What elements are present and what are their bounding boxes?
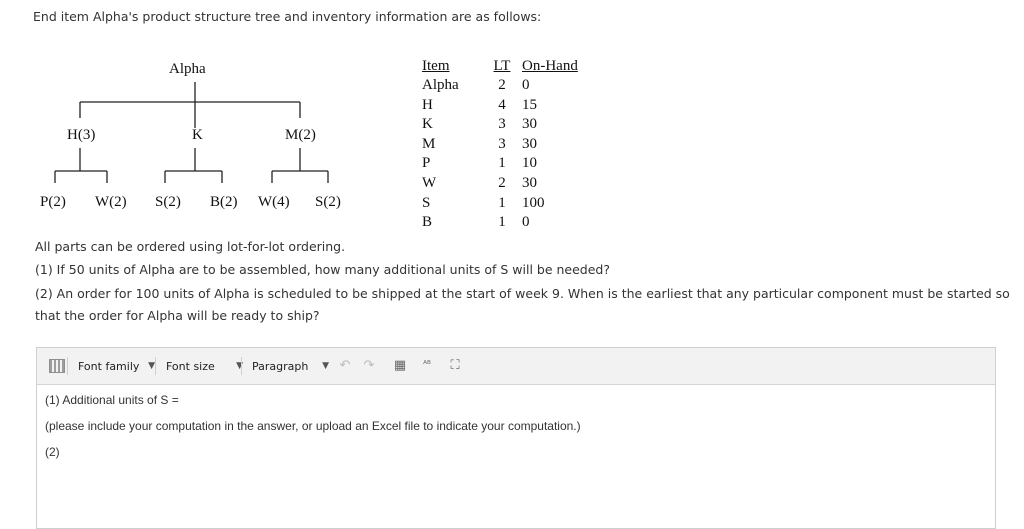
cell-lt: 2 — [498, 174, 506, 191]
table-row — [422, 174, 592, 194]
cell-on-hand: 100 — [522, 194, 545, 211]
table-row — [422, 96, 592, 116]
answer-line-3: (2) — [45, 445, 60, 459]
tree-node-alpha: Alpha — [169, 61, 206, 77]
cell-item: S — [422, 194, 431, 211]
tree-node-s2: S(2) — [315, 194, 341, 210]
cell-item: H — [422, 96, 433, 113]
lot-for-lot-note: All parts can be ordered using lot-for-lot ordering. — [35, 239, 346, 254]
paragraph-select[interactable] — [241, 357, 329, 375]
table-row — [422, 76, 592, 96]
answer-line-1: (1) Additional units of S = — [45, 393, 179, 407]
table-row — [422, 154, 592, 174]
cell-on-hand: 10 — [522, 155, 537, 172]
cell-lt: 1 — [498, 155, 506, 172]
inventory-header-row — [422, 57, 592, 76]
product-structure-tree — [30, 56, 390, 226]
tree-node-w4: W(4) — [258, 194, 290, 210]
editor-toolbar — [37, 348, 995, 385]
table-row — [422, 213, 592, 233]
font-size-select[interactable] — [155, 357, 243, 375]
cell-item: Alpha — [422, 77, 459, 93]
tree-node-w: W(2) — [95, 194, 127, 210]
table-row — [422, 135, 592, 155]
table-row — [422, 194, 592, 214]
cell-on-hand: 30 — [522, 135, 537, 152]
cell-on-hand: 30 — [522, 174, 537, 191]
toolbar-grid-icon[interactable] — [49, 357, 65, 375]
tree-node-s: S(2) — [155, 194, 181, 210]
cell-on-hand: 0 — [522, 214, 530, 231]
spellcheck-icon[interactable]: ᴬᴮ — [423, 360, 431, 370]
chevron-down-icon: ▼ — [148, 361, 155, 371]
tree-node-p: P(2) — [40, 194, 66, 210]
cell-lt: 3 — [498, 116, 506, 133]
fullscreen-icon[interactable]: ⛶ — [450, 357, 460, 373]
chevron-down-icon: ▼ — [322, 361, 329, 371]
cell-on-hand: 15 — [522, 96, 537, 113]
cell-lt: 1 — [498, 214, 506, 231]
answer-editor[interactable] — [36, 347, 996, 529]
cell-item: P — [422, 155, 431, 172]
cell-lt: 1 — [498, 194, 506, 211]
cell-item: W — [422, 174, 437, 191]
intro-text: End item Alpha's product structure tree and inventory information are as follows: — [33, 9, 542, 24]
tree-node-h: H(3) — [67, 127, 96, 143]
header-lt: LT — [493, 58, 511, 74]
inventory-table — [422, 57, 592, 233]
font-family-label: Font family — [78, 359, 140, 373]
cell-on-hand: 0 — [522, 77, 530, 93]
cell-item: M — [422, 135, 436, 152]
font-size-label: Font size — [166, 359, 215, 373]
cell-lt: 3 — [498, 135, 506, 152]
find-replace-icon[interactable]: ▦ — [393, 357, 407, 373]
header-on-hand: On-Hand — [522, 58, 578, 74]
paragraph-label: Paragraph — [252, 359, 309, 373]
answer-line-2: (please include your computation in the answer, or upload an Excel file to indicate your computation.) — [45, 419, 581, 433]
cell-item: B — [422, 214, 433, 231]
question-1: (1) If 50 units of Alpha are to be assembled, how many additional units of S will be needed? — [35, 262, 610, 277]
header-item: Item — [422, 58, 450, 74]
font-family-select[interactable] — [67, 357, 155, 375]
editor-content[interactable] — [37, 385, 995, 479]
tree-node-b: B(2) — [210, 194, 238, 210]
question-2-line-2: that the order for Alpha will be ready to ship? — [35, 308, 320, 323]
tree-node-k: K — [192, 127, 203, 143]
chevron-down-icon: ▼ — [236, 361, 243, 371]
undo-icon[interactable]: ↶ — [339, 357, 351, 373]
redo-icon[interactable]: ↷ — [363, 357, 375, 373]
cell-item: K — [422, 116, 433, 133]
cell-lt: 2 — [498, 77, 506, 93]
question-2-line-1: (2) An order for 100 units of Alpha is scheduled to be shipped at the start of week 9. When is the earliest that any particular component must be started so — [35, 286, 1010, 301]
tree-node-m: M(2) — [285, 127, 316, 143]
cell-lt: 4 — [498, 96, 506, 113]
table-row — [422, 115, 592, 135]
cell-on-hand: 30 — [522, 116, 537, 133]
